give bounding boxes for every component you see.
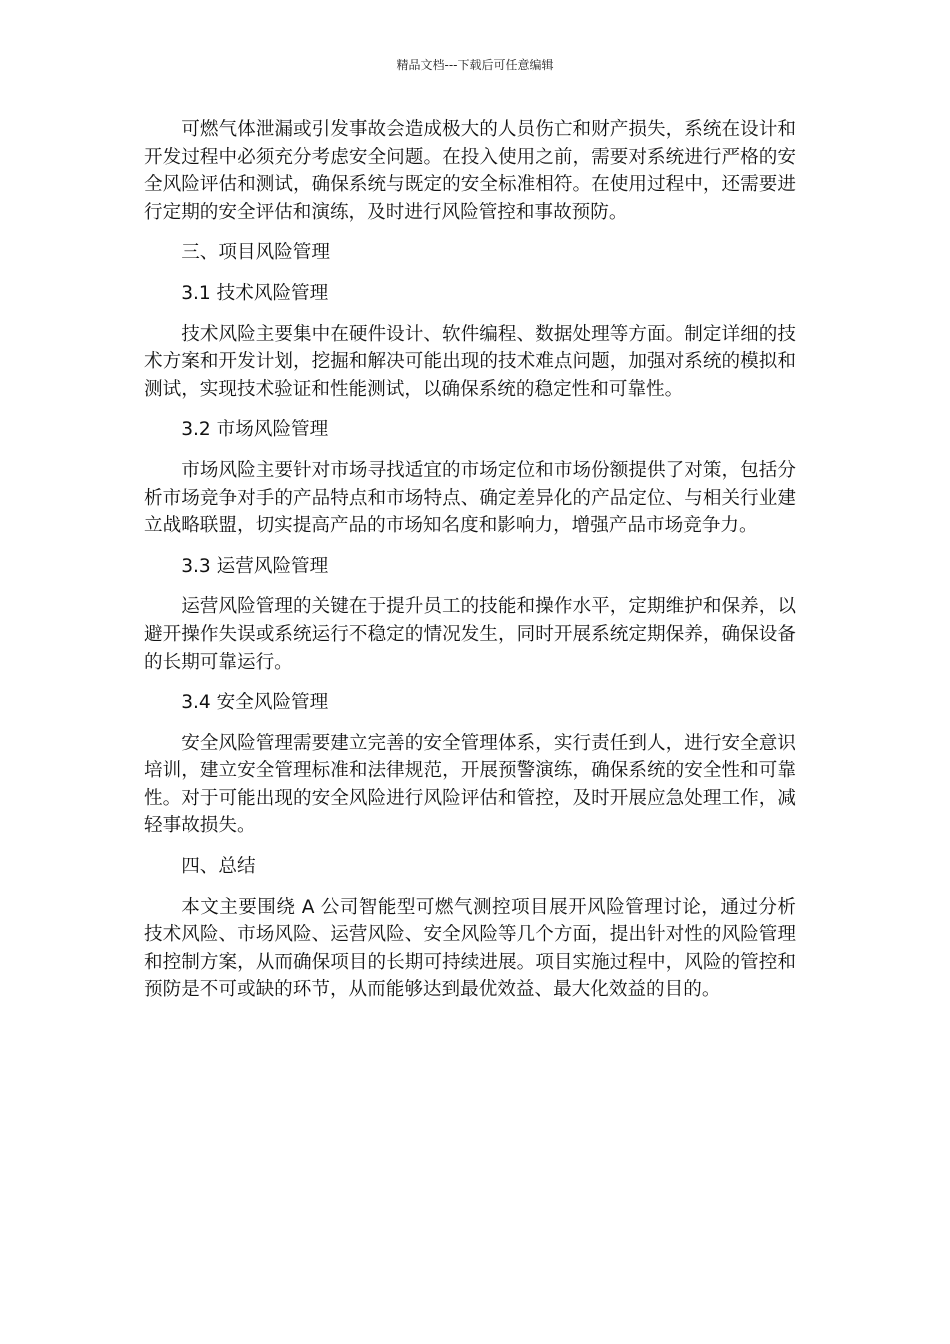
- paragraph-safety-risk: 安全风险管理需要建立完善的安全管理体系，实行责任到人，进行安全意识培训，建立安全管理标准和法律规范，开展预警演练，确保系统的安全性和可靠性。对于可能出现的安全风险进行风险评估和管控，及时开展应急处理工作，减轻事故损失。: [144, 732, 796, 837]
- document-body: [144, 116, 796, 1017]
- paragraph-operation-risk: 运营风险管理的关键在于提升员工的技能和操作水平，定期维护和保养，以避开操作失误或系统运行不稳定的情况发生，同时开展系统定期保养，确保设备的长期可靠运行。: [144, 596, 796, 673]
- paragraph-safety-intro: 可燃气体泄漏或引发事故会造成极大的人员伤亡和财产损失，系统在设计和开发过程中必须充分考虑安全问题。在投入使用之前，需要对系统进行严格的安全风险评估和测试，确保系统与既定的安全标准相符。在使用过程中，还需要进行定期的安全评估和演练，及时进行风险管控和事故预防。: [144, 119, 796, 223]
- paragraph-summary: 本文主要围绕 A 公司智能型可燃气测控项目展开风险管理讨论，通过分析技术风险、市场风险、运营风险、安全风险等几个方面，提出针对性的风险管理和控制方案，从而确保项目的长期可持续进展。项目实施过程中，风险的管控和预防是不可或缺的环节，从而能够达到最优效益、最大化效益的目的。: [144, 896, 796, 1001]
- subheading-market-risk: 3.2 市场风险管理: [181, 419, 329, 441]
- paragraph-technical-risk: 技术风险主要集中在硬件设计、软件编程、数据处理等方面。制定详细的技术方案和开发计划，挖掘和解决可能出现的技术难点问题，加强对系统的模拟和测试，实现技术验证和性能测试，以确保系统的稳定性和可靠性。: [144, 323, 796, 400]
- subheading-safety-risk: 3.4 安全风险管理: [181, 692, 329, 714]
- page-header: 精品文档---下载后可任意编辑: [396, 58, 554, 72]
- subheading-operation-risk: 3.3 运营风险管理: [181, 555, 329, 577]
- section-heading-summary: 四、总结: [181, 856, 256, 878]
- subheading-technical-risk: 3.1 技术风险管理: [181, 282, 329, 304]
- section-heading-risk-management: 三、项目风险管理: [181, 242, 330, 264]
- paragraph-market-risk: 市场风险主要针对市场寻找适宜的市场定位和市场份额提供了对策，包括分析市场竞争对手的产品特点和市场特点、确定差异化的产品定位、与相关行业建立战略联盟，切实提高产品的市场知名度和影响力，增强产品市场竞争力。: [144, 459, 796, 537]
